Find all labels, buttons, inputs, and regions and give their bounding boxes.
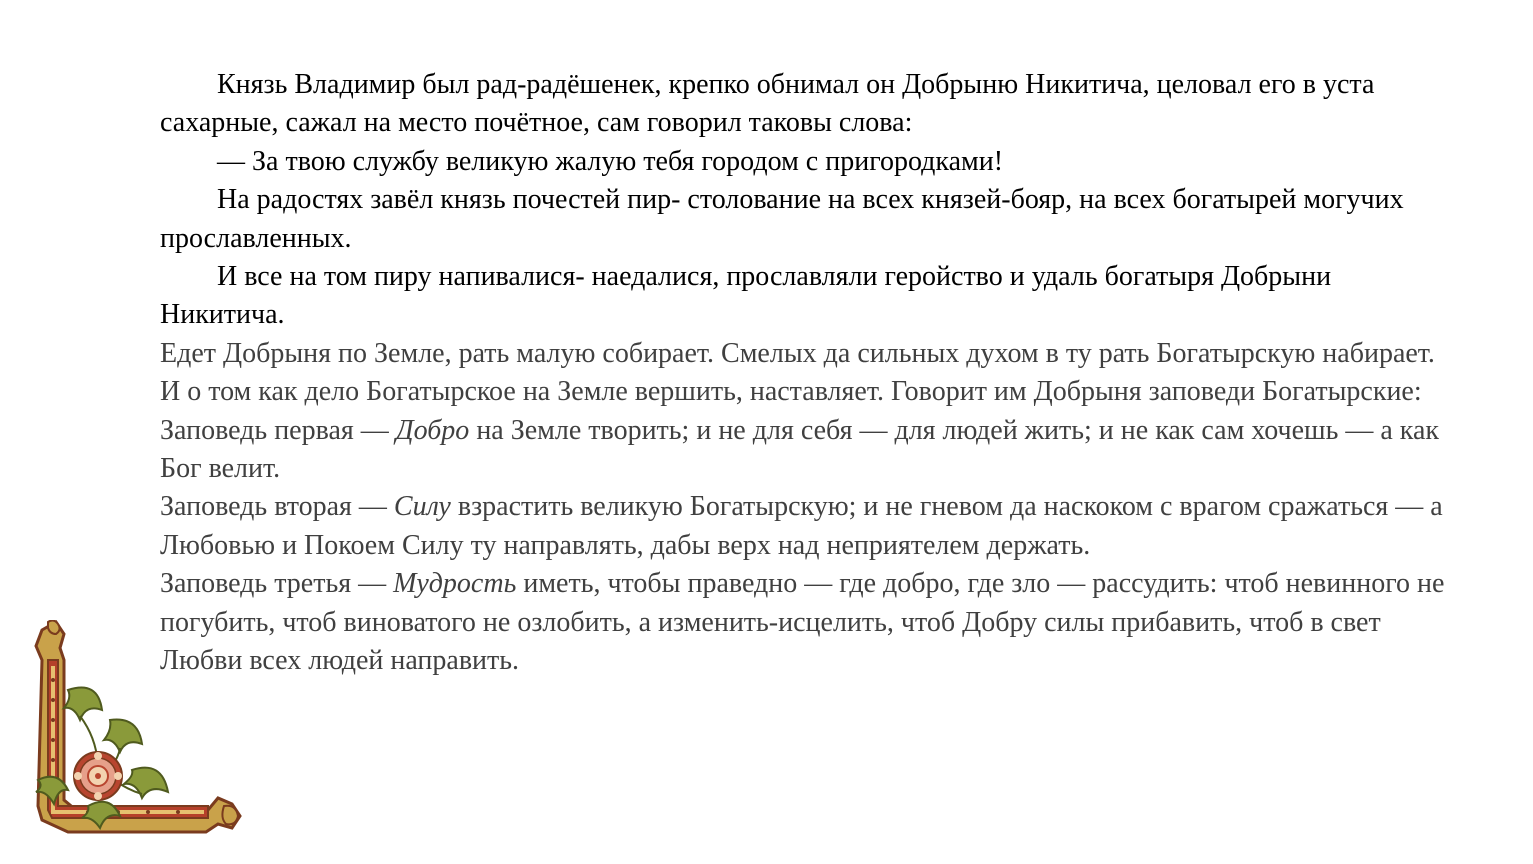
commandment-second-keyword: Силу bbox=[393, 491, 451, 523]
paragraph-dobrynya-rides: Едет Добрыня по Земле, рать малую собирает. Смелых да сильных духом в ту рать Богатырскую набирает. И о том как дело Богатырское на Земле вершить, наставляет. Говорит им Добрыня заповеди Богатырские: bbox=[160, 337, 1435, 408]
commandment-third-lead: Заповедь третья — bbox=[160, 568, 394, 600]
commandment-second-lead: Заповедь вторая — bbox=[160, 491, 394, 523]
corner-ornament-icon bbox=[28, 620, 242, 834]
paragraph-prince-vladimir: Князь Владимир был рад-радёшенек, крепко обнимал он Добрыню Никитича, целовал его в уста сахарные, сажал на место почётное, сам говорил таковы слова: bbox=[160, 69, 1375, 139]
commandment-second-rest: взрастить великую Богатырскую; и не гневом да наскоком с врагом сражаться — а Любовью и Покоем Силу ту направлять, дабы верх над неприятелем держать. bbox=[160, 491, 1443, 561]
commandment-first-lead: Заповедь первая — bbox=[160, 414, 396, 446]
commandment-third bbox=[160, 565, 1460, 680]
ornament-frame bbox=[36, 620, 240, 832]
paragraph-feast: На радостях завёл князь почестей пир- столование на всех князей-бояр, на всех богатырей могучих прославленных. bbox=[160, 184, 1404, 254]
paragraph-praise: И все на том пиру напивалися- наедалися, прославляли геройство и удаль богатыря Добрыни Никитича. bbox=[160, 261, 1332, 331]
commandment-third-keyword: Мудрость bbox=[393, 568, 517, 600]
ornament-flower bbox=[74, 752, 122, 800]
commandment-first bbox=[160, 412, 1460, 489]
commandment-first-keyword: Добро bbox=[395, 414, 470, 446]
commandment-first-rest: на Земле творить; и не для себя — для людей жить; и не как сам хочешь — а как Бог велит. bbox=[160, 414, 1440, 485]
paragraph-reward-speech: — За твою службу великую жалую тебя городом с пригородками! bbox=[217, 145, 1004, 177]
commandment-third-rest: иметь, чтобы праведно — где добро, где зло — рассудить: чтоб невинного не погубить, чтоб виноватого не озлобить, а изменить-исцелить, чтоб Добру силы прибавить, чтоб в свет Любви всех людей направить. bbox=[160, 568, 1445, 677]
commandment-second bbox=[160, 488, 1460, 565]
story-text bbox=[160, 66, 1460, 681]
